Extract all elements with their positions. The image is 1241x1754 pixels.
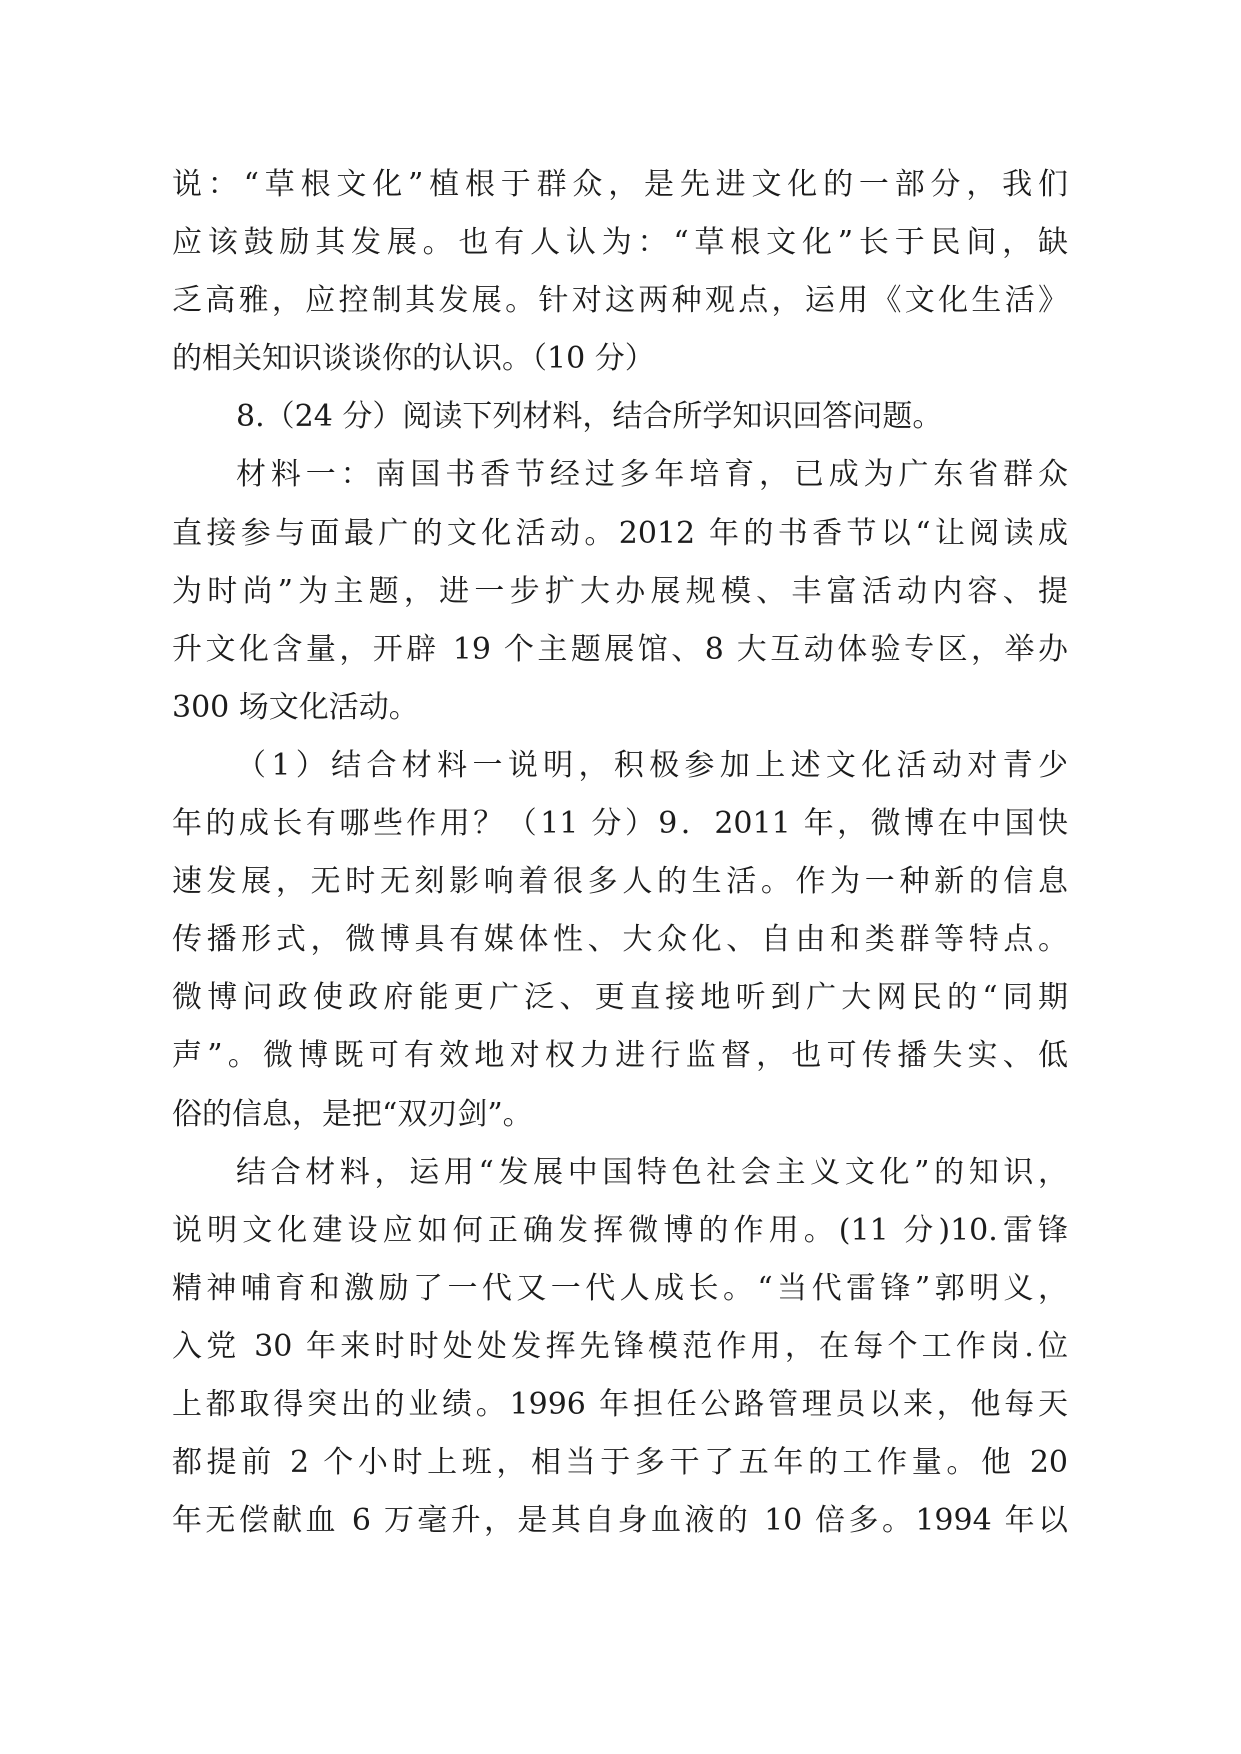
text-line: 的相关知识谈谈你的认识。（10 分）	[172, 341, 655, 377]
text-line: 年无偿献血 6 万毫升，是其自身血液的 10 倍多。1994 年以	[172, 1503, 1068, 1539]
text-line: 年的成长有哪些作用？（11 分）9．2011 年，微博在中国快	[172, 806, 1068, 842]
text-line: 上都取得突出的业绩。1996 年担任公路管理员以来，他每天	[172, 1386, 1068, 1422]
question-heading-8: 8.（24 分）阅读下列材料，结合所学知识回答问题。	[236, 399, 943, 435]
text-line: 应该鼓励其发展。也有人认为：“草根文化”长于民间，缺	[172, 225, 1068, 261]
text-line: 为时尚”为主题，进一步扩大办展规模、丰富活动内容、提	[172, 573, 1068, 609]
text-line: 微博问政使政府能更广泛、更直接地听到广大网民的“同期	[172, 980, 1068, 1016]
sub-question-line: （1）结合材料一说明，积极参加上述文化活动对青少	[236, 747, 1068, 783]
text-line: 材料一：南国书香节经过多年培育，已成为广东省群众	[236, 457, 1068, 493]
text-line: 精神哺育和激励了一代又一代人成长。“当代雷锋”郭明义，	[172, 1270, 1068, 1306]
text-line: 速发展，无时无刻影响着很多人的生活。作为一种新的信息	[172, 864, 1068, 900]
text-line: 入党 30 年来时时处处发挥先锋模范作用，在每个工作岗.位	[172, 1328, 1068, 1364]
document-body	[172, 156, 1068, 1550]
text-line: 结合材料，运用“发展中国特色社会主义文化”的知识，	[236, 1154, 1068, 1190]
text-line: 传播形式，微博具有媒体性、大众化、自由和类群等特点。	[172, 922, 1068, 958]
text-line: 升文化含量，开辟 19 个主题展馆、8 大互动体验专区，举办	[172, 631, 1068, 667]
text-line: 说：“草根文化”植根于群众，是先进文化的一部分，我们	[172, 167, 1068, 202]
text-line: 都提前 2 个小时上班，相当于多干了五年的工作量。他 20	[172, 1445, 1068, 1481]
text-line: 乏高雅，应控制其发展。针对这两种观点，运用《文化生活》	[172, 283, 1068, 319]
text-line: 300 场文化活动。	[172, 689, 419, 725]
text-line: 直接参与面最广的文化活动。2012 年的书香节以“让阅读成	[172, 515, 1068, 551]
text-line: 俗的信息，是把“双刃剑”。	[172, 1096, 533, 1132]
text-line: 说明文化建设应如何正确发挥微博的作用。(11 分)10.雷锋	[172, 1212, 1068, 1248]
text-line: 声”。微博既可有效地对权力进行监督，也可传播失实、低	[172, 1038, 1068, 1074]
